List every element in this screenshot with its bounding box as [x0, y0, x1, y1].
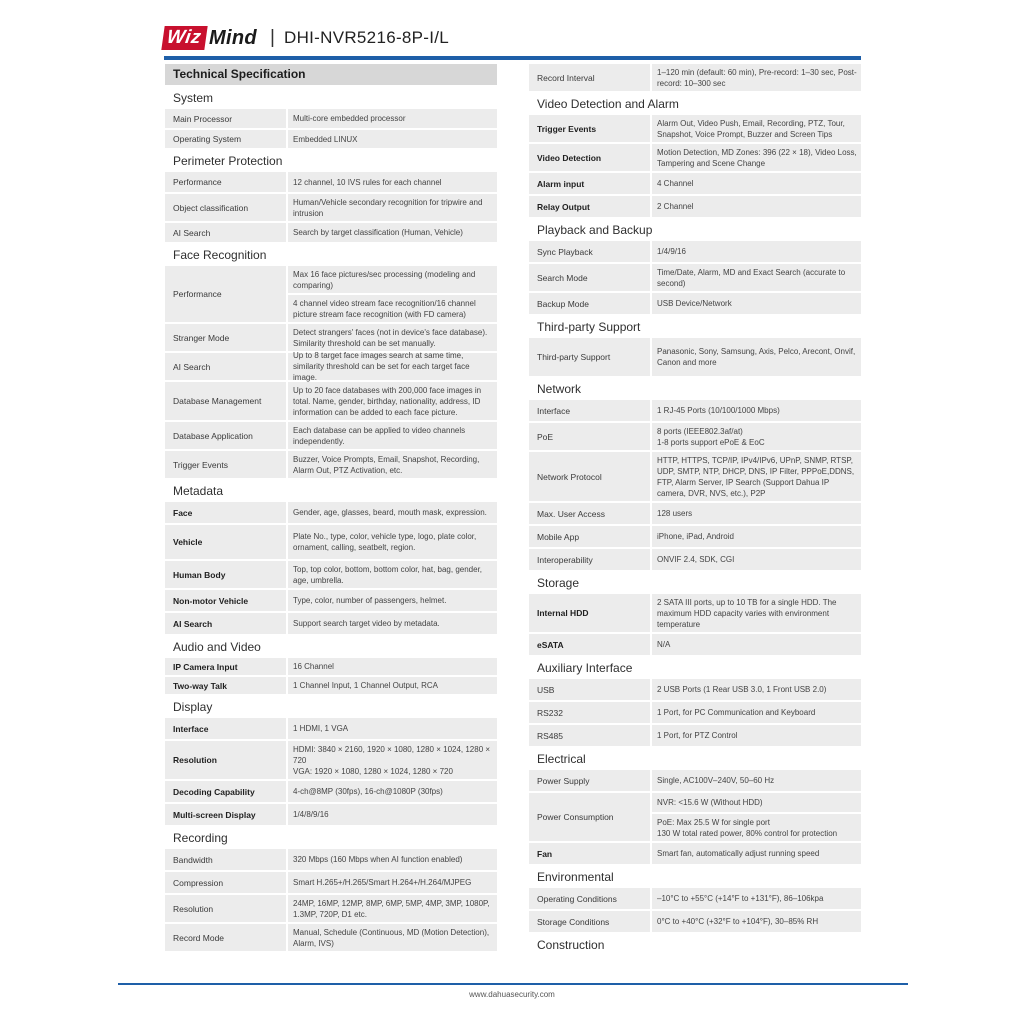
spec-value: –10°C to +55°C (+14°F to +131°F), 86–106kpa	[652, 888, 861, 909]
spec-value: HTTP, HTTPS, TCP/IP, IPv4/IPv6, UPnP, SNMP, RTSP, UDP, SMTP, NTP, DHCP, DNS, IP Filter, PPPoE,DDNS, FTP, Alarm Server, IP Search (Support Dahua IP camera, DVR, NVS, etc.), P2P	[652, 452, 861, 501]
spec-value: Each database can be applied to video channels independently.	[288, 422, 497, 449]
spec-value: Search by target classification (Human, Vehicle)	[288, 223, 497, 242]
spec-row	[165, 924, 497, 951]
spec-label: Operating System	[165, 130, 286, 148]
spec-label: eSATA	[529, 634, 650, 655]
spec-value: 12 channel, 10 IVS rules for each channel	[288, 172, 497, 192]
section-heading-face-recognition: Face Recognition	[173, 248, 267, 262]
spec-label: Decoding Capability	[165, 781, 286, 802]
section-heading-display: Display	[173, 700, 213, 714]
model-number: DHI-NVR5216-8P-I/L	[284, 28, 450, 47]
spec-value: Up to 8 target face images search at same time, similarity threshold can be set for each target face image.	[288, 353, 497, 380]
section-heading-perimeter-protection: Perimeter Protection	[173, 154, 283, 168]
spec-value: 4 channel video stream face recognition/16 channel picture stream face recognition (with FD camera)	[288, 295, 497, 322]
spec-row	[529, 423, 861, 450]
spec-value: Top, top color, bottom, bottom color, hat, bag, gender, age, umbrella.	[288, 561, 497, 588]
spec-row	[165, 804, 497, 825]
spec-label: Search Mode	[529, 264, 650, 291]
spec-value: Gender, age, glasses, beard, mouth mask, expression.	[288, 502, 497, 523]
spec-row	[165, 172, 497, 192]
spec-label: Trigger Events	[165, 451, 286, 478]
spec-value: Buzzer, Voice Prompts, Email, Snapshot, Recording, Alarm Out, PTZ Activation, etc.	[288, 451, 497, 478]
spec-label: RS485	[529, 725, 650, 746]
spec-label: PoE	[529, 423, 650, 450]
spec-value: 1–120 min (default: 60 min), Pre-record: 1–30 sec, Post-record: 10–300 sec	[652, 64, 861, 91]
spec-value: PoE: Max 25.5 W for single port 130 W total rated power, 80% control for protection	[652, 814, 861, 841]
spec-value: HDMI: 3840 × 2160, 1920 × 1080, 1280 × 1024, 1280 × 720 VGA: 1920 × 1080, 1280 × 1024, 1280 × 720	[288, 741, 497, 779]
spec-label: Face	[165, 502, 286, 523]
spec-label: Storage Conditions	[529, 911, 650, 932]
spec-label: Interoperability	[529, 549, 650, 570]
spec-label: Record Mode	[165, 924, 286, 951]
spec-label: IP Camera Input	[165, 658, 286, 675]
spec-value: 1 Port, for PTZ Control	[652, 725, 861, 746]
spec-row	[529, 679, 861, 700]
section-heading-third-party-support: Third-party Support	[537, 320, 641, 334]
spec-row	[529, 793, 861, 841]
spec-label: Stranger Mode	[165, 324, 286, 351]
spec-value: 0°C to +40°C (+32°F to +104°F), 30–85% RH	[652, 911, 861, 932]
spec-row	[165, 109, 497, 128]
section-heading-metadata: Metadata	[173, 484, 224, 498]
section-heading-storage: Storage	[537, 576, 580, 590]
spec-label: AI Search	[165, 223, 286, 242]
spec-value: Manual, Schedule (Continuous, MD (Motion Detection), Alarm, IVS)	[288, 924, 497, 951]
spec-label: Video Detection	[529, 144, 650, 171]
spec-row	[529, 173, 861, 194]
spec-row	[165, 422, 497, 449]
spec-label: USB	[529, 679, 650, 700]
spec-row	[165, 266, 497, 322]
spec-label: Bandwidth	[165, 849, 286, 870]
spec-value: Smart fan, automatically adjust running speed	[652, 843, 861, 864]
spec-value: Multi-core embedded processor	[288, 109, 497, 128]
spec-value: 1 Port, for PC Communication and Keyboard	[652, 702, 861, 723]
spec-row	[529, 293, 861, 314]
spec-value: Up to 20 face databases with 200,000 face images in total. Name, gender, birthday, nationality, address, ID information can be added to each face picture.	[288, 382, 497, 420]
section-heading-audio-and-video: Audio and Video	[173, 640, 261, 654]
spec-row	[165, 130, 497, 148]
spec-row	[165, 451, 497, 478]
logo-mind-text: Mind	[209, 26, 257, 49]
spec-label: Internal HDD	[529, 594, 650, 632]
spec-value: Plate No., type, color, vehicle type, logo, plate color, ornament, calling, seatbelt, region.	[288, 525, 497, 559]
spec-label: Sync Playback	[529, 241, 650, 262]
footer-url: www.dahuasecurity.com	[469, 990, 555, 999]
spec-label: Max. User Access	[529, 503, 650, 524]
spec-label: Network Protocol	[529, 452, 650, 501]
spec-value: 1 Channel Input, 1 Channel Output, RCA	[288, 677, 497, 694]
spec-label: Third-party Support	[529, 338, 650, 376]
spec-value: Embedded LINUX	[288, 130, 497, 148]
spec-label: Power Consumption	[529, 793, 650, 841]
spec-label: Compression	[165, 872, 286, 893]
spec-table-title: Technical Specification	[165, 64, 497, 85]
spec-value: 8 ports (IEEE802.3af/at) 1-8 ports support ePoE & EoC	[652, 423, 861, 450]
spec-label: Object classification	[165, 194, 286, 221]
spec-row	[529, 400, 861, 421]
spec-value: N/A	[652, 634, 861, 655]
spec-label: Trigger Events	[529, 115, 650, 142]
section-heading-recording: Recording	[173, 831, 228, 845]
spec-label: Two-way Talk	[165, 677, 286, 694]
section-heading-playback-and-backup: Playback and Backup	[537, 223, 653, 237]
spec-row	[165, 353, 497, 380]
spec-row	[165, 849, 497, 870]
spec-value: 128 users	[652, 503, 861, 524]
spec-value: ONVIF 2.4, SDK, CGI	[652, 549, 861, 570]
spec-row	[529, 338, 861, 376]
spec-row	[529, 452, 861, 501]
spec-value: Single, AC100V–240V, 50–60 Hz	[652, 770, 861, 791]
header-separator: |	[270, 27, 275, 48]
spec-row	[529, 196, 861, 217]
spec-value: NVR: <15.6 W (Without HDD)	[652, 793, 861, 812]
spec-value: Panasonic, Sony, Samsung, Axis, Pelco, Arecont, Onvif, Canon and more	[652, 338, 861, 376]
spec-label: Relay Output	[529, 196, 650, 217]
spec-label: RS232	[529, 702, 650, 723]
right-column	[529, 64, 861, 956]
spec-row	[529, 702, 861, 723]
header-rule	[164, 56, 861, 60]
spec-value: 16 Channel	[288, 658, 497, 675]
spec-row	[529, 594, 861, 632]
spec-value: 320 Mbps (160 Mbps when AI function enabled)	[288, 849, 497, 870]
section-heading-system: System	[173, 91, 214, 105]
spec-row	[165, 677, 497, 694]
spec-row	[529, 549, 861, 570]
section-heading-video-detection-and-alarm: Video Detection and Alarm	[537, 97, 679, 111]
spec-value: Support search target video by metadata.	[288, 613, 497, 634]
section-heading-electrical: Electrical	[537, 752, 586, 766]
page-header	[163, 25, 863, 53]
spec-value: Alarm Out, Video Push, Email, Recording, PTZ, Tour, Snapshot, Voice Prompt, Buzzer and Screen Tips	[652, 115, 861, 142]
section-heading-network: Network	[537, 382, 582, 396]
logo-wiz-text: Wiz	[161, 26, 207, 50]
section-heading-auxiliary-interface: Auxiliary Interface	[537, 661, 633, 675]
spec-label: Power Supply	[529, 770, 650, 791]
spec-label: Interface	[165, 718, 286, 739]
spec-label: Multi-screen Display	[165, 804, 286, 825]
spec-value: 1 RJ-45 Ports (10/100/1000 Mbps)	[652, 400, 861, 421]
left-column	[165, 64, 497, 953]
spec-value: 2 Channel	[652, 196, 861, 217]
spec-label: Performance	[165, 266, 286, 322]
spec-label: Backup Mode	[529, 293, 650, 314]
spec-row	[529, 725, 861, 746]
spec-row	[165, 590, 497, 611]
spec-label: Human Body	[165, 561, 286, 588]
spec-row	[529, 144, 861, 171]
spec-label: Non-motor Vehicle	[165, 590, 286, 611]
spec-label: Fan	[529, 843, 650, 864]
spec-row	[165, 561, 497, 588]
spec-value: iPhone, iPad, Android	[652, 526, 861, 547]
section-heading-construction: Construction	[537, 938, 605, 952]
spec-value: Detect strangers' faces (not in device's face database). Similarity threshold can be set manually.	[288, 324, 497, 351]
spec-row	[529, 241, 861, 262]
spec-value: 1/4/9/16	[652, 241, 861, 262]
spec-row	[165, 502, 497, 523]
spec-value: Max 16 face pictures/sec processing (modeling and comparing)	[288, 266, 497, 293]
spec-row	[165, 382, 497, 420]
spec-value: Human/Vehicle secondary recognition for tripwire and intrusion	[288, 194, 497, 221]
spec-value: 4 Channel	[652, 173, 861, 194]
section-heading-environmental: Environmental	[537, 870, 614, 884]
spec-label: Resolution	[165, 895, 286, 922]
spec-label: AI Search	[165, 613, 286, 634]
spec-label: Resolution	[165, 741, 286, 779]
spec-row	[529, 526, 861, 547]
spec-row	[165, 223, 497, 242]
spec-row	[529, 115, 861, 142]
spec-value: Type, color, number of passengers, helmet.	[288, 590, 497, 611]
spec-label: Main Processor	[165, 109, 286, 128]
spec-label: Interface	[529, 400, 650, 421]
spec-label: Operating Conditions	[529, 888, 650, 909]
spec-row	[165, 741, 497, 779]
spec-label: Mobile App	[529, 526, 650, 547]
spec-row	[529, 64, 861, 91]
spec-label: Vehicle	[165, 525, 286, 559]
spec-row	[529, 770, 861, 791]
spec-value: 2 SATA III ports, up to 10 TB for a single HDD. The maximum HDD capacity varies with environment temperature	[652, 594, 861, 632]
spec-row	[529, 843, 861, 864]
spec-value: 2 USB Ports (1 Rear USB 3.0, 1 Front USB 2.0)	[652, 679, 861, 700]
spec-row	[165, 781, 497, 802]
spec-label: Database Application	[165, 422, 286, 449]
spec-label: Record Interval	[529, 64, 650, 91]
spec-label: Database Management	[165, 382, 286, 420]
spec-row	[165, 194, 497, 221]
spec-value: Smart H.265+/H.265/Smart H.264+/H.264/MJPEG	[288, 872, 497, 893]
wizmind-logo	[163, 25, 257, 51]
spec-row	[165, 613, 497, 634]
spec-row	[529, 503, 861, 524]
spec-row	[165, 718, 497, 739]
spec-value: 1/4/8/9/16	[288, 804, 497, 825]
spec-row	[529, 911, 861, 932]
spec-value: 1 HDMI, 1 VGA	[288, 718, 497, 739]
spec-label: Performance	[165, 172, 286, 192]
spec-row	[165, 525, 497, 559]
spec-value: USB Device/Network	[652, 293, 861, 314]
spec-label: AI Search	[165, 353, 286, 380]
spec-value: Motion Detection, MD Zones: 396 (22 × 18), Video Loss, Tampering and Scene Change	[652, 144, 861, 171]
spec-row	[529, 264, 861, 291]
spec-label: Alarm input	[529, 173, 650, 194]
spec-row	[165, 658, 497, 675]
spec-value: Time/Date, Alarm, MD and Exact Search (accurate to second)	[652, 264, 861, 291]
footer-rule	[118, 983, 908, 985]
spec-row	[529, 634, 861, 655]
spec-value: 4-ch@8MP (30fps), 16-ch@1080P (30fps)	[288, 781, 497, 802]
spec-row	[165, 872, 497, 893]
spec-row	[529, 888, 861, 909]
spec-row	[165, 324, 497, 351]
spec-value: 24MP, 16MP, 12MP, 8MP, 6MP, 5MP, 4MP, 3MP, 1080P, 1.3MP, 720P, D1 etc.	[288, 895, 497, 922]
spec-row	[165, 895, 497, 922]
